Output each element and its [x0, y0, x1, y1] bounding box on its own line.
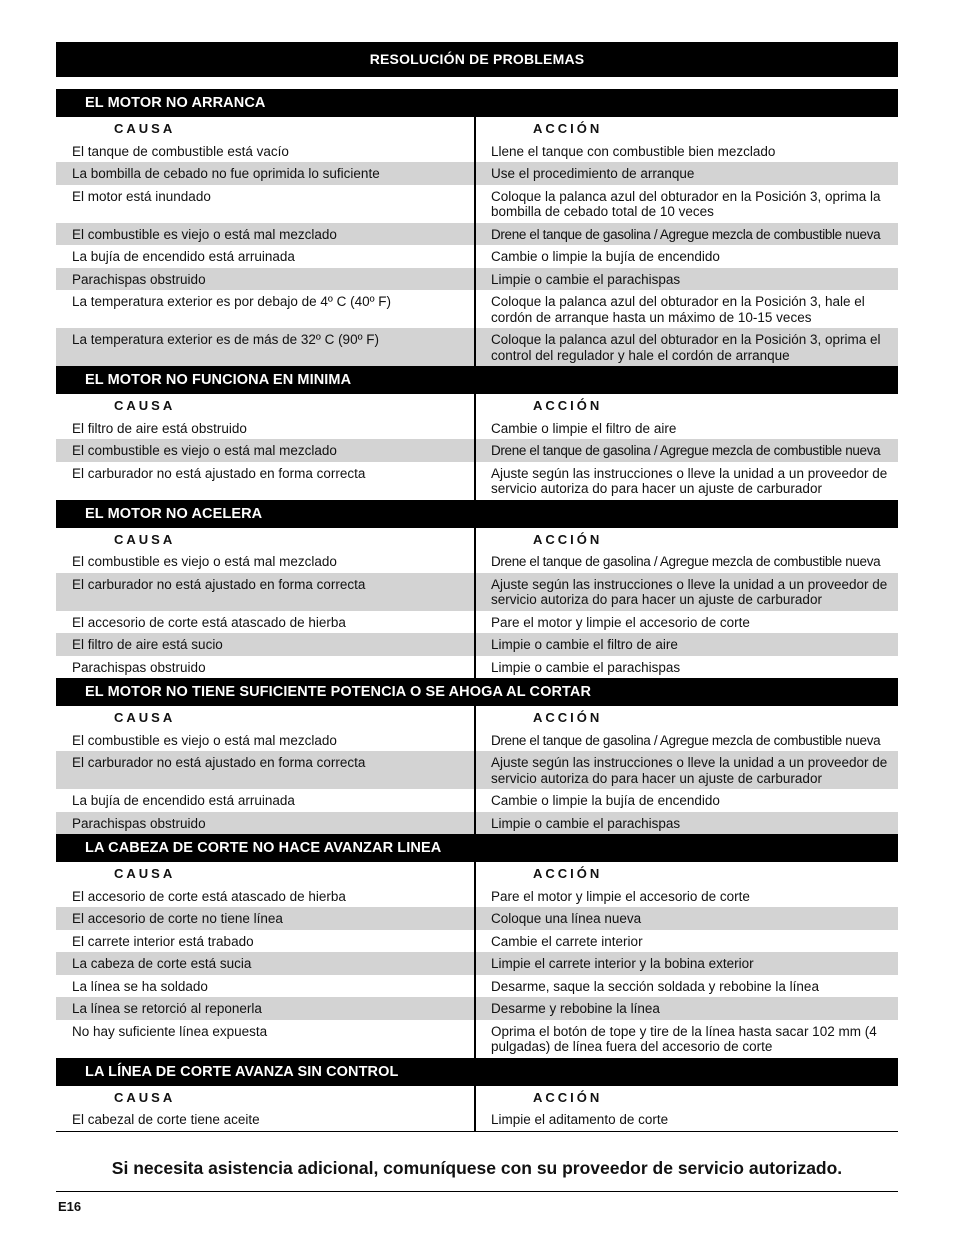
action-cell: Limpie el aditamento de corte — [491, 1112, 669, 1127]
table-row — [56, 162, 898, 185]
cause-cell: Parachispas obstruido — [56, 812, 476, 835]
action-column-header: ACCIÓN — [533, 531, 603, 547]
action-column-header: ACCIÓN — [533, 710, 603, 725]
action-cell: Limpie el carrete interior y la bobina exterior — [476, 952, 898, 975]
trouble-section — [56, 1058, 898, 1132]
action-cell: Coloque una línea nueva — [476, 907, 898, 930]
table-row — [56, 907, 898, 930]
section-heading: EL MOTOR NO ARRANCA — [56, 89, 898, 117]
action-cell: Cambie el carrete interior — [491, 933, 643, 949]
table-row — [56, 729, 898, 752]
section-heading: EL MOTOR NO TIENE SUFICIENTE POTENCIA O SE AHOGA AL CORTAR — [56, 678, 898, 706]
trouble-section — [56, 678, 898, 834]
action-cell: Pare el motor y limpie el accesorio de corte — [491, 888, 750, 904]
column-header-row — [56, 117, 898, 140]
table-row — [56, 633, 898, 656]
cause-cell: El combustible es viejo o está mal mezclado — [56, 439, 476, 462]
cause-column-header: CAUSA — [56, 862, 476, 885]
action-cell: Ajuste según las instrucciones o lleve la unidad a un proveedor de servicio autoriza do para hacer un ajuste de carburador — [476, 751, 898, 789]
cause-cell: El combustible es viejo o está mal mezclado — [56, 223, 476, 246]
cause-cell: La bujía de encendido está arruinada — [56, 789, 476, 812]
action-cell: Cambie o limpie la bujía de encendido — [491, 793, 720, 808]
cause-column-header: CAUSA — [56, 706, 476, 729]
table-row — [56, 290, 898, 328]
action-cell: Use el procedimiento de arranque — [476, 162, 898, 185]
trouble-section — [56, 89, 898, 366]
column-header-row — [56, 706, 898, 729]
action-column-header: ACCIÓN — [533, 398, 603, 413]
cause-cell: El filtro de aire está obstruido — [56, 417, 476, 440]
table-row — [56, 1020, 898, 1058]
action-cell: Pare el motor y limpie el accesorio de corte — [491, 614, 750, 630]
cause-column-header: CAUSA — [56, 1086, 476, 1109]
action-cell: Ajuste según las instrucciones o lleve la unidad a un proveedor de servicio autoriza do para hacer un ajuste de carburador — [491, 465, 888, 496]
action-cell: Llene el tanque con combustible bien mezclado — [491, 143, 776, 159]
cause-cell: La bombilla de cebado no fue oprimida lo suficiente — [56, 162, 476, 185]
cause-column-header: CAUSA — [56, 117, 476, 140]
action-cell: Cambie o limpie la bujía de encendido — [491, 249, 720, 264]
table-row — [56, 573, 898, 611]
table-row — [56, 975, 898, 998]
table-row — [56, 751, 898, 789]
spacer — [56, 77, 898, 89]
action-cell: Drene el tanque de gasolina / Agregue mezcla de combustible nueva — [476, 439, 898, 462]
action-cell: Desarme y rebobine la línea — [476, 997, 898, 1020]
action-cell: Oprima el botón de tope y tire de la línea hasta sacar 102 mm (4 pulgadas) de línea fuera del accesorio de corte — [491, 1023, 877, 1054]
action-cell: Drene el tanque de gasolina / Agregue mezcla de combustible nueva — [491, 732, 881, 748]
action-cell: Limpie o cambie el parachispas — [491, 659, 681, 675]
action-cell: Drene el tanque de gasolina / Agregue mezcla de combustible nueva — [491, 554, 881, 569]
action-cell: Ajuste según las instrucciones o lleve la unidad a un proveedor de servicio autoriza do para hacer un ajuste de carburador — [476, 573, 898, 611]
cause-cell: El cabezal de corte tiene aceite — [56, 1108, 476, 1131]
cause-cell: El carburador no está ajustado en forma correcta — [56, 751, 476, 789]
action-cell: Cambie o limpie el filtro de aire — [491, 420, 677, 436]
action-cell: Coloque la palanca azul del obturador en la Posición 3, oprima el control del regulador y hale el cordón de arranque — [476, 328, 898, 366]
table-row — [56, 550, 898, 573]
cause-cell: El combustible es viejo o está mal mezclado — [56, 550, 476, 573]
cause-cell: La cabeza de corte está sucia — [56, 952, 476, 975]
cause-cell: El accesorio de corte no tiene línea — [56, 907, 476, 930]
table-row — [56, 223, 898, 246]
table-row — [56, 328, 898, 366]
table-row — [56, 462, 898, 500]
assistance-note: Si necesita asistencia adicional, comuníquese con su proveedor de servicio autorizado. — [111, 1158, 843, 1178]
cause-cell: No hay suficiente línea expuesta — [56, 1020, 476, 1058]
action-cell: Limpie o cambie el parachispas — [476, 812, 898, 835]
cause-cell: El accesorio de corte está atascado de hierba — [56, 885, 476, 908]
action-cell: Limpie o cambie el parachispas — [476, 268, 898, 291]
column-header-row — [56, 1086, 898, 1109]
cause-cell: La bujía de encendido está arruinada — [56, 245, 476, 268]
cause-cell: La línea se ha soldado — [56, 975, 476, 998]
cause-cell: El tanque de combustible está vacío — [56, 140, 476, 163]
action-cell: Coloque la palanca azul del obturador en la Posición 3, hale el cordón de arranque hasta un máximo de 10-15 veces — [491, 294, 865, 325]
section-heading: EL MOTOR NO ACELERA — [56, 500, 898, 528]
table-row — [56, 885, 898, 908]
table-row — [56, 268, 898, 291]
trouble-section — [56, 366, 898, 500]
section-heading: EL MOTOR NO FUNCIONA EN MINIMA — [56, 366, 898, 394]
trouble-section — [56, 834, 898, 1058]
page-title: RESOLUCIÓN DE PROBLEMAS — [56, 42, 898, 77]
footer-divider — [56, 1191, 898, 1192]
cause-column-header: CAUSA — [56, 528, 476, 551]
cause-cell: El filtro de aire está sucio — [56, 633, 476, 656]
table-row — [56, 245, 898, 268]
cause-cell: La temperatura exterior es de más de 32º C (90º F) — [56, 328, 476, 366]
table-row — [56, 611, 898, 634]
cause-cell: La temperatura exterior es por debajo de 4º C (40º F) — [56, 290, 476, 328]
section-heading: LA CABEZA DE CORTE NO HACE AVANZAR LINEA — [56, 834, 898, 862]
cause-cell: La línea se retorció al reponerla — [56, 997, 476, 1020]
action-cell: Limpie o cambie el filtro de aire — [476, 633, 898, 656]
table-row — [56, 185, 898, 223]
table-row — [56, 952, 898, 975]
table-bottom-rule — [56, 1131, 898, 1132]
trouble-section — [56, 500, 898, 679]
troubleshooting-sections — [56, 89, 898, 1132]
table-row — [56, 930, 898, 953]
table-row — [56, 1108, 898, 1131]
cause-cell: El accesorio de corte está atascado de hierba — [56, 611, 476, 634]
column-header-row — [56, 394, 898, 417]
cause-cell: Parachispas obstruido — [56, 268, 476, 291]
cause-cell: El carburador no está ajustado en forma correcta — [56, 462, 476, 500]
troubleshooting-page — [56, 42, 898, 1132]
table-row — [56, 140, 898, 163]
table-row — [56, 656, 898, 679]
cause-cell: Parachispas obstruido — [56, 656, 476, 679]
action-column-header: ACCIÓN — [533, 1089, 603, 1105]
table-row — [56, 439, 898, 462]
column-header-row — [56, 528, 898, 551]
table-row — [56, 812, 898, 835]
cause-cell: El motor está inundado — [56, 185, 476, 223]
cause-column-header: CAUSA — [56, 394, 476, 417]
action-column-header: ACCIÓN — [533, 121, 603, 136]
cause-cell: El combustible es viejo o está mal mezclado — [56, 729, 476, 752]
cause-cell: El carburador no está ajustado en forma correcta — [56, 573, 476, 611]
page-number: E16 — [58, 1199, 82, 1214]
table-row — [56, 417, 898, 440]
column-header-row — [56, 862, 898, 885]
section-heading: LA LÍNEA DE CORTE AVANZA SIN CONTROL — [56, 1058, 898, 1086]
table-row — [56, 997, 898, 1020]
action-cell: Drene el tanque de gasolina / Agregue mezcla de combustible nueva — [476, 223, 898, 246]
action-column-header: ACCIÓN — [533, 866, 603, 881]
action-cell: Coloque la palanca azul del obturador en la Posición 3, oprima la bombilla de cebado total de 10 veces — [491, 188, 881, 219]
cause-cell: El carrete interior está trabado — [56, 930, 476, 953]
action-cell: Desarme, saque la sección soldada y rebobine la línea — [491, 978, 819, 994]
table-row — [56, 789, 898, 812]
